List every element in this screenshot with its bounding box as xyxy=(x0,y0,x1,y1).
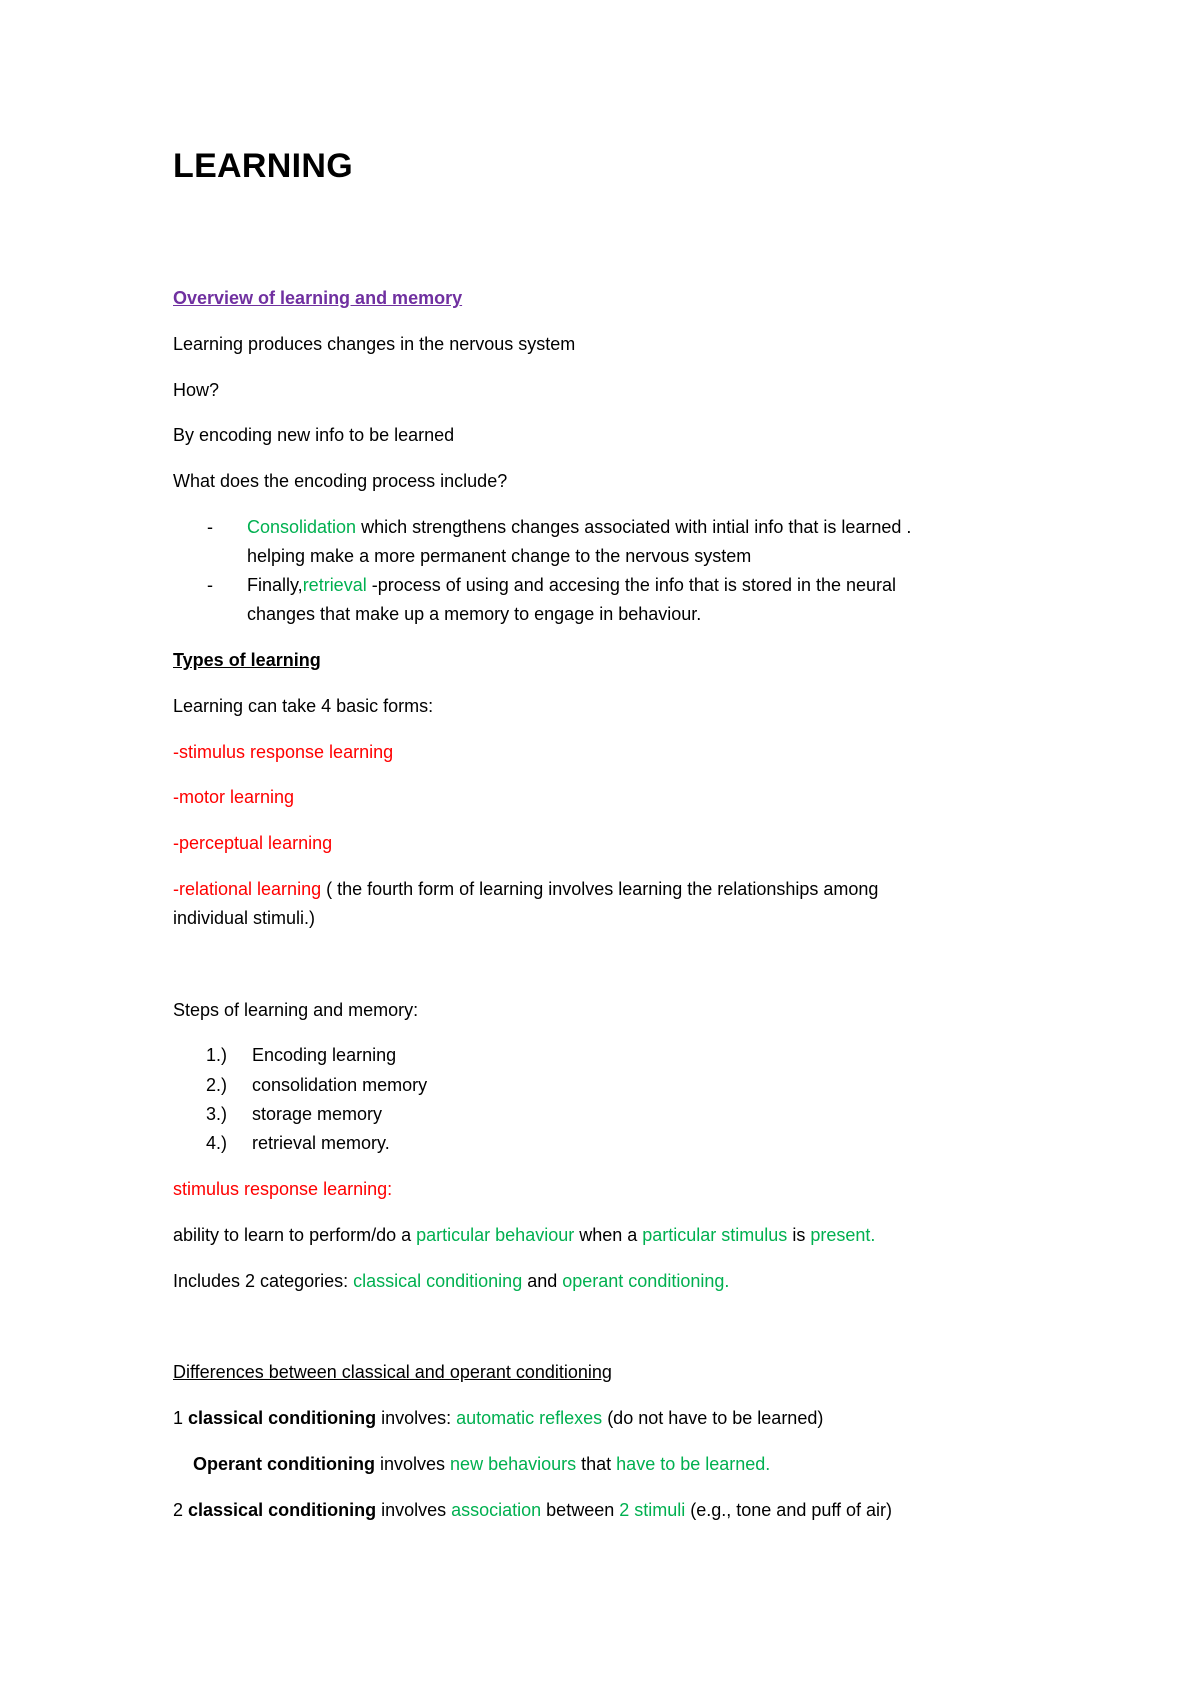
step-number: 1.) xyxy=(206,1045,228,1065)
difference-highlight: automatic reflexes xyxy=(456,1408,603,1428)
difference-text: involves: xyxy=(376,1408,457,1428)
difference-highlight: have to be learned. xyxy=(616,1454,771,1474)
difference-term: classical conditioning xyxy=(188,1408,377,1428)
difference-number: 2 xyxy=(173,1500,189,1520)
srl-highlight: particular stimulus xyxy=(642,1225,788,1245)
difference-text: involves xyxy=(375,1454,451,1474)
srl-highlight: present. xyxy=(810,1225,876,1245)
form-stimulus-response: -stimulus response learning xyxy=(173,742,394,762)
step-text: consolidation memory xyxy=(252,1075,428,1095)
relational-text: ( the fourth form of learning involves learning the relationships among xyxy=(321,879,879,899)
retrieval-term: retrieval xyxy=(302,575,367,595)
types-intro: Learning can take 4 basic forms: xyxy=(173,696,434,716)
bullet-dash-2: - xyxy=(207,575,213,595)
step-number: 3.) xyxy=(206,1104,228,1124)
srl-highlight: particular behaviour xyxy=(416,1225,575,1245)
form-relational xyxy=(173,875,878,904)
overview-line-1: Learning produces changes in the nervous system xyxy=(173,334,576,354)
steps-heading: Steps of learning and memory: xyxy=(173,1000,419,1020)
difference-number: 1 xyxy=(173,1408,189,1428)
overview-line-2: How? xyxy=(173,380,220,400)
retrieval-text: -process of using and accesing the info that is stored in the neural xyxy=(366,575,897,595)
srl-heading: stimulus response learning: xyxy=(173,1179,393,1199)
srl-text: Includes 2 categories: xyxy=(173,1271,354,1291)
step-text: storage memory xyxy=(252,1104,383,1124)
step-text: Encoding learning xyxy=(252,1045,397,1065)
retrieval-prefix: Finally, xyxy=(247,575,303,595)
overview-heading xyxy=(173,284,462,313)
difference-text: between xyxy=(541,1500,620,1520)
form-motor: -motor learning xyxy=(173,787,295,807)
types-heading-text: Types of learning xyxy=(173,650,321,670)
form-relational-cont: individual stimuli.) xyxy=(173,908,316,928)
relational-term: -relational learning xyxy=(173,879,322,899)
difference-highlight: new behaviours xyxy=(450,1454,577,1474)
difference-highlight: 2 stimuli xyxy=(619,1500,686,1520)
differences-heading-text: Differences between classical and operant conditioning xyxy=(173,1362,612,1382)
bullet-dash-1: - xyxy=(207,517,213,537)
document-title: LEARNING xyxy=(173,147,353,185)
difference-highlight: association xyxy=(451,1500,542,1520)
step-text: retrieval memory. xyxy=(252,1133,390,1153)
difference-text: that xyxy=(576,1454,617,1474)
difference-term: classical conditioning xyxy=(188,1500,377,1520)
consolidation-text: which strengthens changes associated with intial info that is learned . xyxy=(356,517,912,537)
difference-term: Operant conditioning xyxy=(193,1454,375,1474)
srl-text: and xyxy=(522,1271,563,1291)
bullet-consolidation xyxy=(247,513,911,542)
difference-2-classical xyxy=(173,1496,892,1525)
difference-text: (do not have to be learned) xyxy=(602,1408,824,1428)
overview-line-3: By encoding new info to be learned xyxy=(173,425,455,445)
difference-1-classical xyxy=(173,1404,823,1433)
difference-text: involves xyxy=(376,1500,452,1520)
differences-heading xyxy=(173,1358,612,1387)
bullet-retrieval-cont: changes that make up a memory to engage in behaviour. xyxy=(247,604,702,624)
srl-text: when a xyxy=(574,1225,643,1245)
srl-text: is xyxy=(787,1225,811,1245)
bullet-retrieval xyxy=(247,571,896,600)
difference-1-operant xyxy=(193,1450,770,1479)
bullet-consolidation-cont: helping make a more permanent change to the nervous system xyxy=(247,546,752,566)
types-heading xyxy=(173,646,321,675)
srl-highlight: operant conditioning. xyxy=(562,1271,730,1291)
step-number: 4.) xyxy=(206,1133,228,1153)
form-perceptual: -perceptual learning xyxy=(173,833,333,853)
srl-highlight: classical conditioning xyxy=(353,1271,523,1291)
srl-definition xyxy=(173,1221,875,1250)
step-number: 2.) xyxy=(206,1075,228,1095)
difference-text: (e.g., tone and puff of air) xyxy=(685,1500,893,1520)
overview-line-4: What does the encoding process include? xyxy=(173,471,508,491)
srl-text: ability to learn to perform/do a xyxy=(173,1225,417,1245)
overview-heading-text: Overview of learning and memory xyxy=(173,288,463,308)
consolidation-term: Consolidation xyxy=(247,517,357,537)
srl-categories xyxy=(173,1267,729,1296)
